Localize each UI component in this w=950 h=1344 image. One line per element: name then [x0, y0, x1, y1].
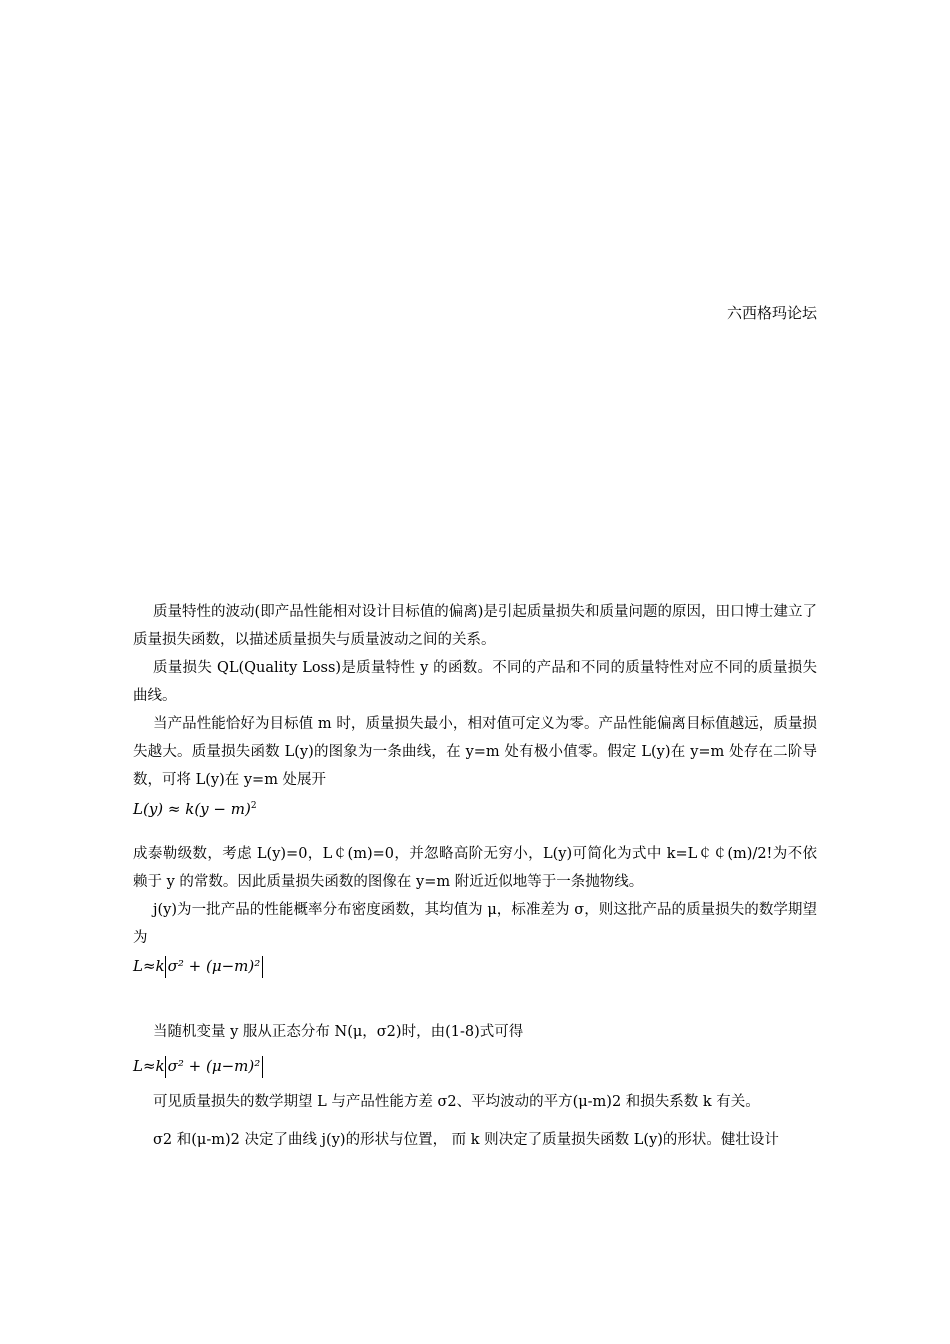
formula-loss-function-text: L(y) ≈ k(y − m): [133, 800, 251, 818]
formula-expected-loss-bracket: σ² + (μ−m)²: [165, 956, 264, 978]
paragraph-quality-fluctuation: 质量特性的波动(即产品性能相对设计目标值的偏离)是引起质量损失和质量问题的原因，田口博士建立了质量损失函数，以描述质量损失与质量波动之间的关系。: [133, 604, 817, 648]
formula-loss-function: [133, 794, 817, 824]
paragraph-normal-distribution: 当随机变量 y 服从正态分布 N(μ，σ2)时，由(1-8)式可得: [153, 1024, 524, 1040]
formula-normal-loss-left: L≈k: [133, 1057, 165, 1075]
document-body: [133, 598, 817, 1154]
paragraph-target-value: 当产品性能恰好为目标值 m 时，质量损失最小，相对值可定义为零。产品性能偏离目标值越远，质量损失越大。质量损失函数 L(y)的图象为一条曲线，在 y=m 处有极小值零。假定 L(y)在 y=m 处存在二阶导数，可将 L(y)在 y=m 处展开: [133, 716, 817, 788]
formula-expected-loss: [133, 952, 817, 982]
paragraph-quality-loss-definition: 质量损失 QL(Quality Loss)是质量特性 y 的函数。不同的产品和不同的质量特性对应不同的质量损失曲线。: [133, 660, 817, 704]
forum-name-header: 六西格玛论坛: [726, 304, 817, 322]
formula-normal-loss: [133, 1052, 817, 1082]
paragraph-robust-design: σ2 和(μ-m)2 决定了曲线 j(y)的形状与位置， 而 k 则决定了质量损失函数 L(y)的形状。健壮设计: [153, 1132, 779, 1148]
formula-normal-loss-bracket: σ² + (μ−m)²: [165, 1056, 264, 1078]
formula-loss-function-exponent: 2: [250, 801, 257, 811]
paragraph-expectation: j(y)为一批产品的性能概率分布密度函数，其均值为 μ，标准差为 σ，则这批产品的质量损失的数学期望为: [133, 902, 817, 946]
formula-expected-loss-left: L≈k: [133, 957, 165, 975]
paragraph-taylor-series: 成泰勒级数，考虑 L(y)=0，L￠(m)=0，并忽略高阶无穷小，L(y)可简化为式中 k=L￠￠(m)/2!为不依赖于 y 的常数。因此质量损失函数的图像在 y=m 附近近似地等于一条抛物线。: [133, 846, 817, 890]
paragraph-variance-relation: 可见质量损失的数学期望 L 与产品性能方差 σ2、平均波动的平方(μ-m)2 和损失系数 k 有关。: [153, 1094, 760, 1110]
